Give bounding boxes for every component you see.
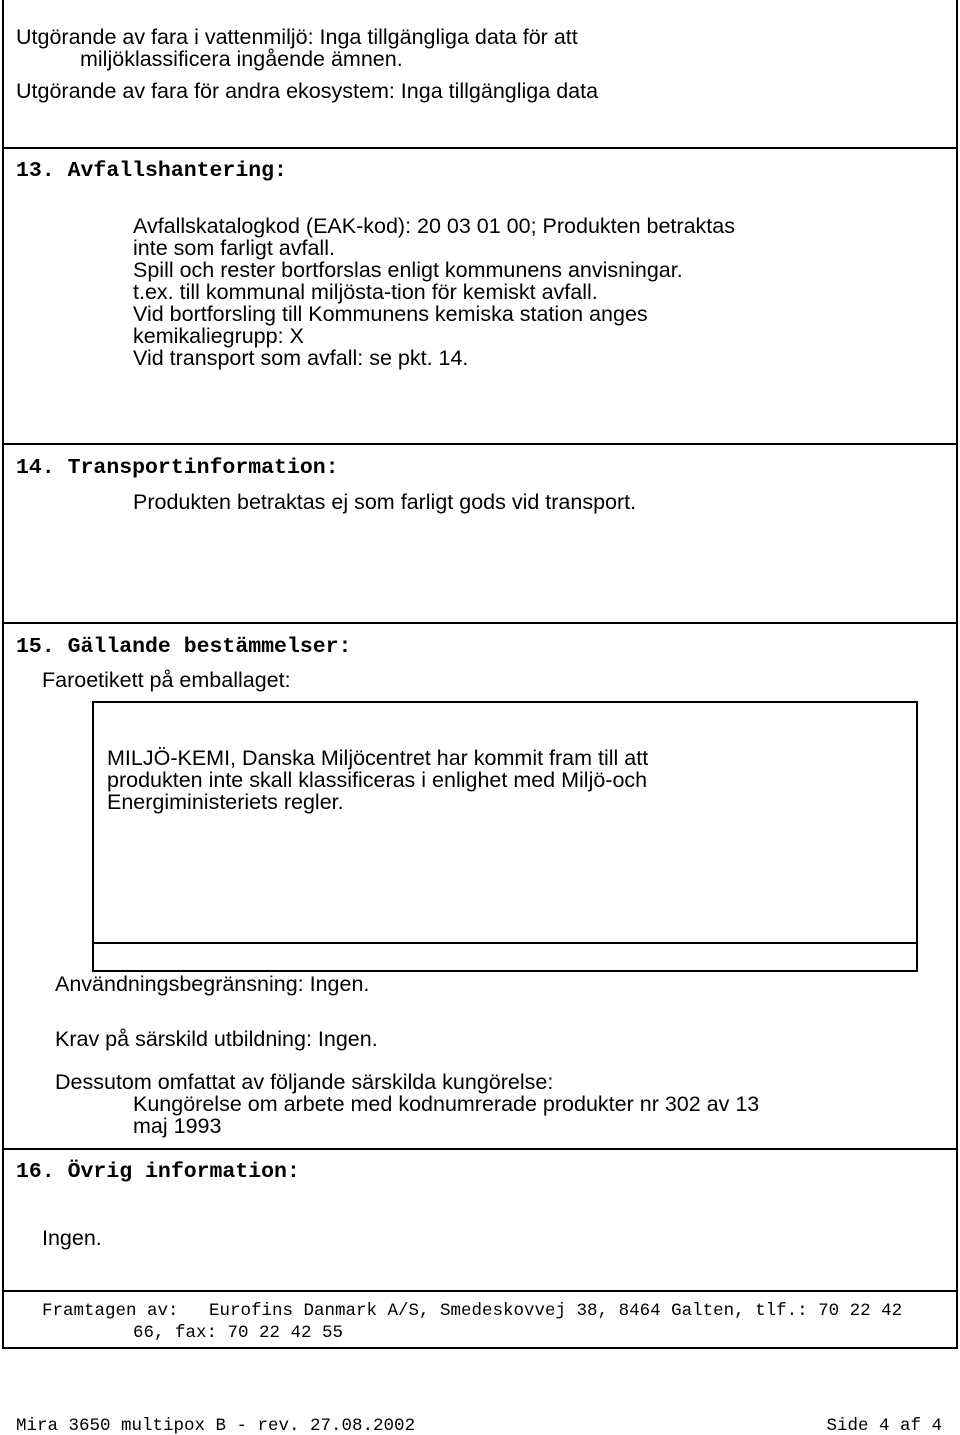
divider-13-14: [2, 443, 958, 445]
section15-heading: 15. Gällande bestämmelser:: [16, 635, 352, 659]
kungorelse-line1: Kungörelse om arbete med kodnumrerade produkter nr 302 av 13: [133, 1092, 760, 1116]
producer-line2: 66, fax: 70 22 42 55: [133, 1323, 344, 1343]
section14-text: Produkten betraktas ej som farligt gods vid transport.: [133, 490, 637, 514]
faroetikett-box-strip: [92, 942, 918, 972]
section13-line: kemikaliegrupp: X: [133, 324, 304, 348]
producer-label: Framtagen av:: [42, 1301, 179, 1321]
section13-line: Vid bortforsling till Kommunens kemiska station anges: [133, 302, 648, 326]
section12-line2: miljöklassificera ingående ämnen.: [80, 47, 403, 71]
document-revision: Mira 3650 multipox B - rev. 27.08.2002: [16, 1416, 416, 1435]
page-number: Side 4 af 4: [826, 1416, 942, 1435]
section14-heading: 14. Transportinformation:: [16, 456, 339, 480]
section13-line: Spill och rester bortforslas enligt kommunens anvisningar.: [133, 258, 683, 282]
divider-16-producer: [2, 1290, 958, 1292]
dessutom-label: Dessutom omfattat av följande särskilda kungörelse:: [55, 1070, 554, 1094]
section13-line: Avfallskatalogkod (EAK-kod): 20 03 01 00; Produkten betraktas: [133, 214, 735, 238]
divider-12-13: [2, 147, 958, 149]
section16-text: Ingen.: [42, 1226, 102, 1250]
faroetikett-label: Faroetikett på emballaget:: [42, 668, 291, 692]
section16-heading: 16. Övrig information:: [16, 1160, 300, 1184]
divider-15-16: [2, 1148, 958, 1150]
section12-line1: Utgörande av fara i vattenmiljö: Inga tillgängliga data för att: [16, 25, 578, 49]
kungorelse-line2: maj 1993: [133, 1114, 222, 1138]
section13-heading: 13. Avfallshantering:: [16, 159, 287, 183]
faroetikett-box: [92, 701, 918, 944]
anvandningsbegransning: Användningsbegränsning: Ingen.: [55, 972, 370, 996]
section12-line3: Utgörande av fara för andra ekosystem: Inga tillgängliga data: [16, 79, 599, 103]
divider-14-15: [2, 622, 958, 624]
faroetikett-box-line: MILJÖ-KEMI, Danska Miljöcentret har kommit fram till att: [107, 746, 649, 770]
faroetikett-box-line: Energiministeriets regler.: [107, 790, 344, 814]
krav-utbildning: Krav på särskild utbildning: Ingen.: [55, 1027, 378, 1051]
producer-line1: Eurofins Danmark A/S, Smedeskovvej 38, 8464 Galten, tlf.: 70 22 42: [209, 1301, 903, 1321]
section13-line: Vid transport som avfall: se pkt. 14.: [133, 346, 469, 370]
section13-line: t.ex. till kommunal miljösta-tion för kemiskt avfall.: [133, 280, 598, 304]
section13-line: inte som farligt avfall.: [133, 236, 335, 260]
faroetikett-box-line: produkten inte skall klassificeras i enlighet med Miljö-och: [107, 768, 648, 792]
